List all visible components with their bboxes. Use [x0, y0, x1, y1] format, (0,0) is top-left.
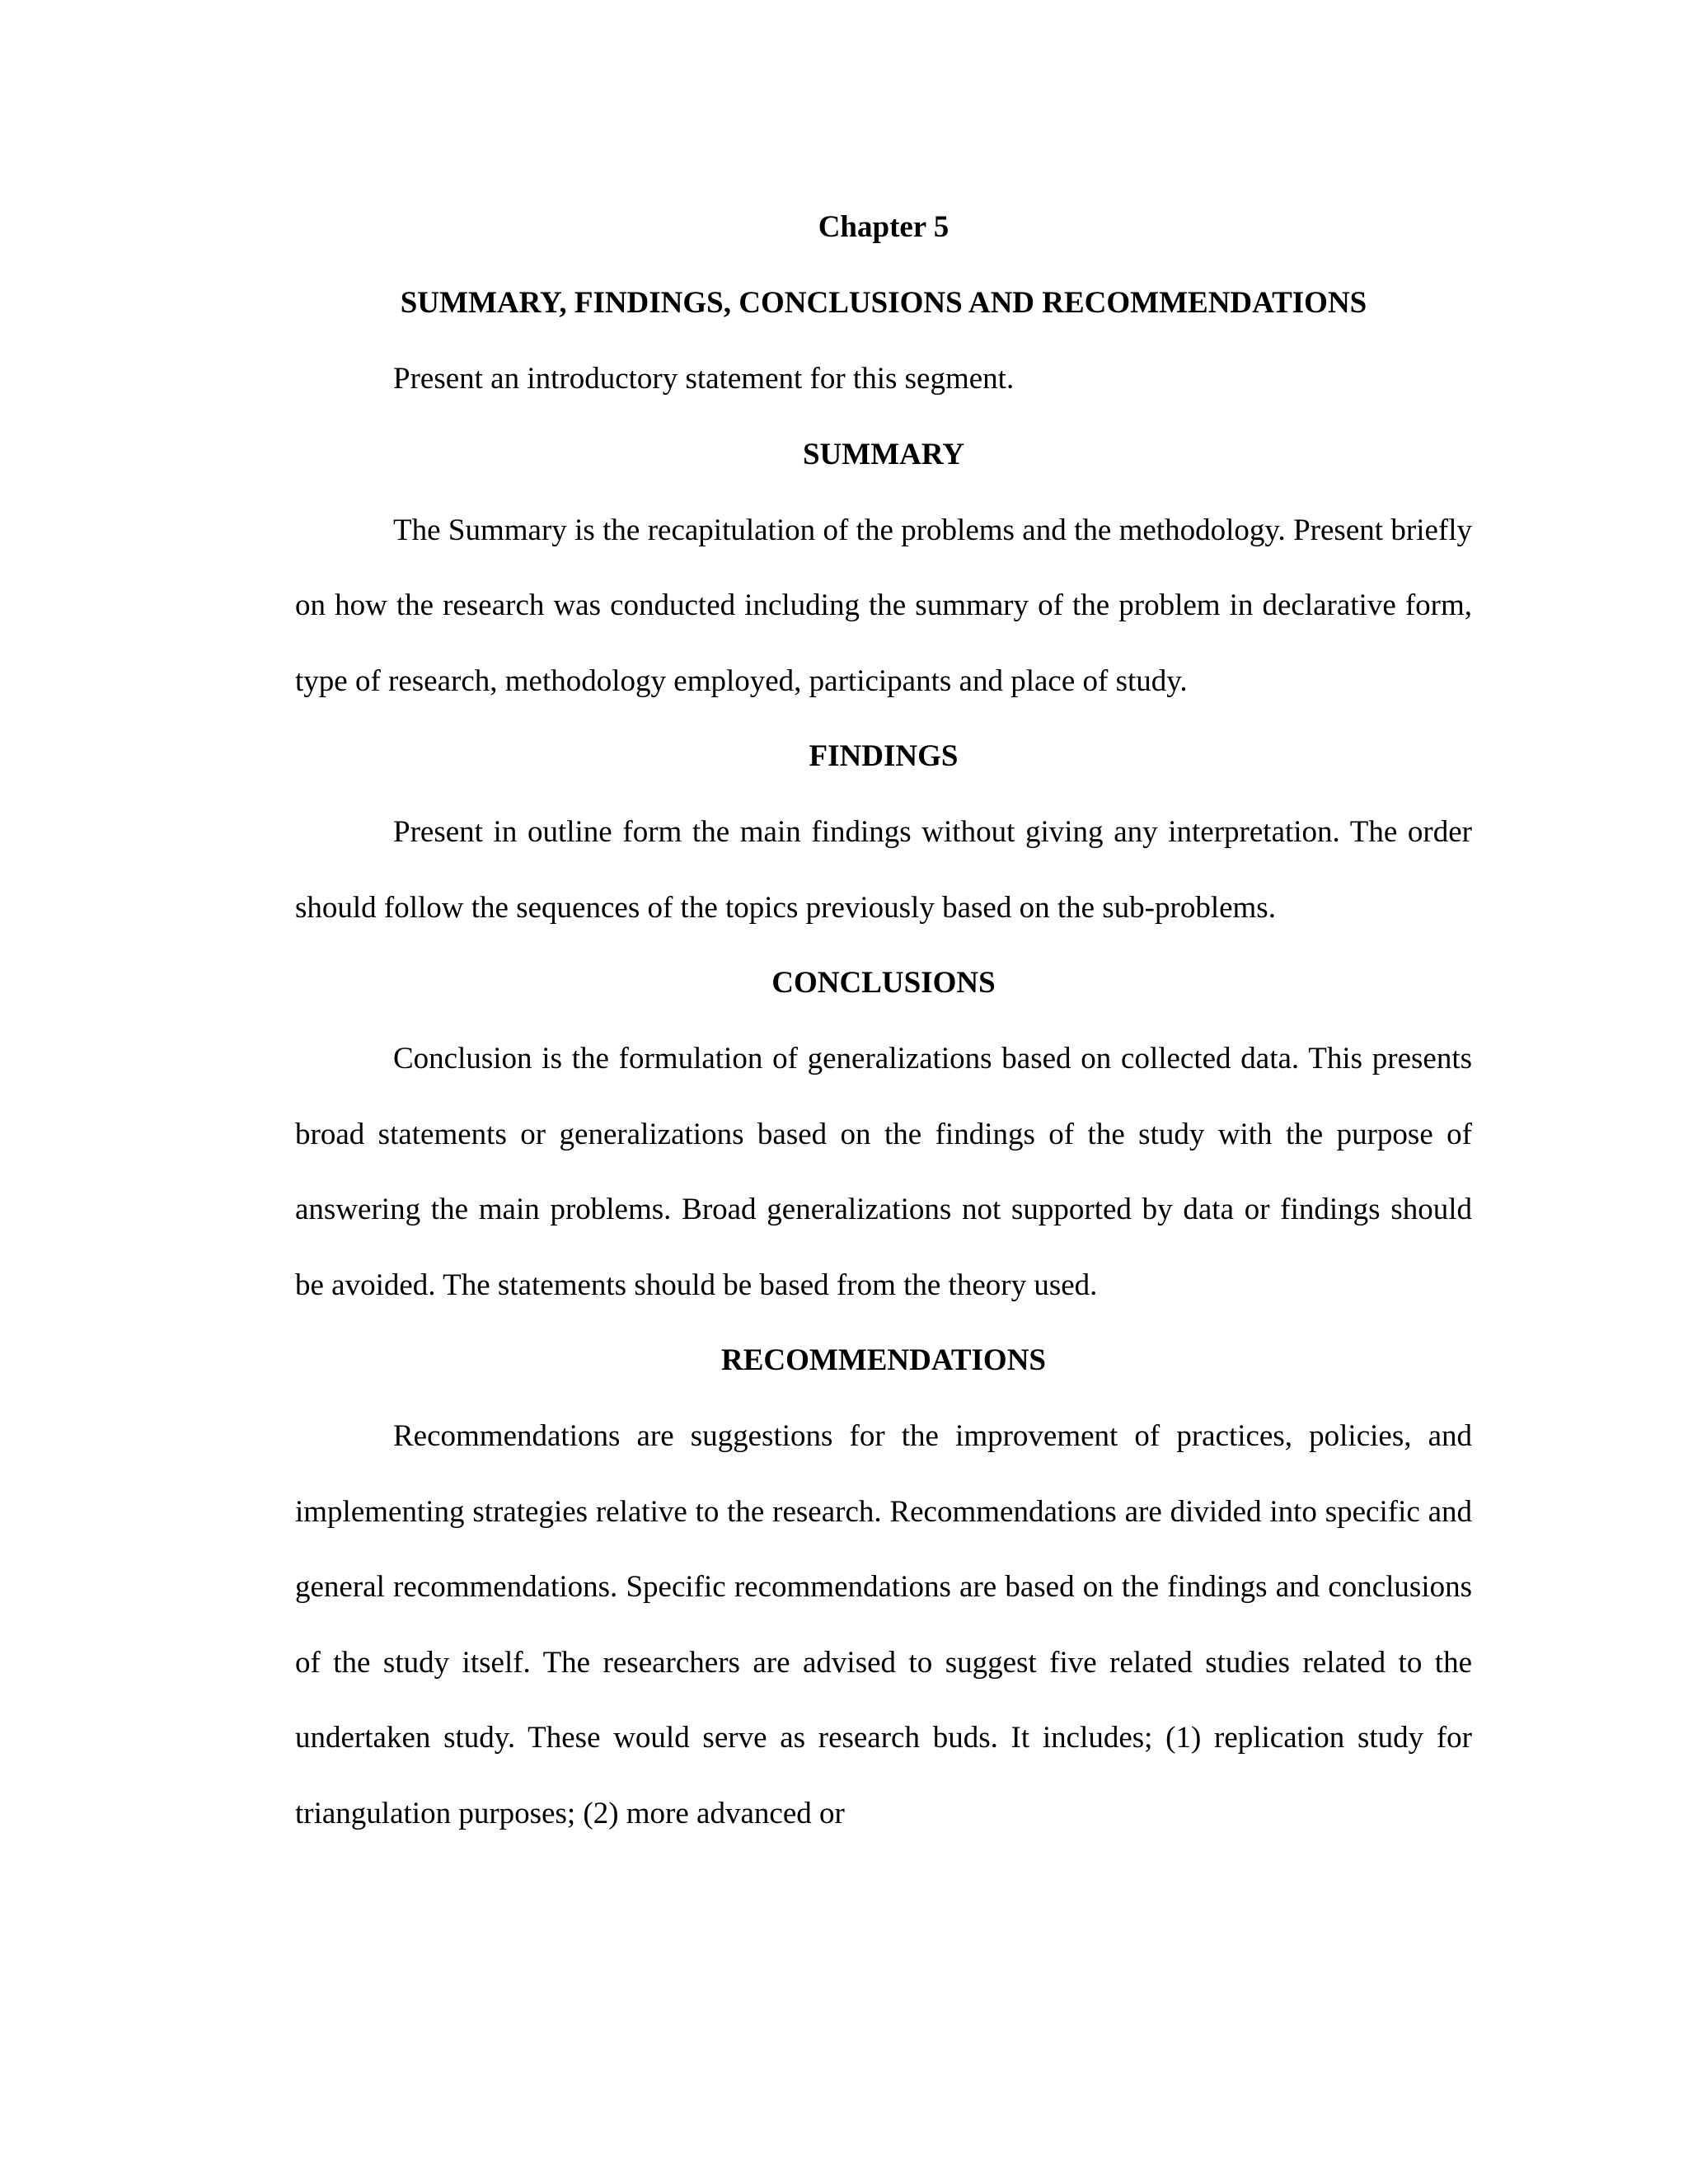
section-heading-recommendations: RECOMMENDATIONS [721, 1343, 1046, 1377]
section-paragraph-summary: The Summary is the recapitulation of the problems and the methodology. Present briefly on how the research was conducted including the summary of the problem in declarative form, type of research, methodology employed, participants and place of study. [295, 513, 1472, 698]
section-paragraph-conclusions: Conclusion is the formulation of generalizations based on collected data. This presents broad statements or generalizations based on the findings of the study with the purpose of answering the main problems. Broad generalizations not supported by data or findings should be avoided. The statements should be based from the theory used. [295, 1042, 1472, 1302]
chapter-title: Chapter 5 [818, 210, 950, 244]
page-content [295, 190, 1472, 1851]
intro-paragraph: Present an introductory statement for this segment. [393, 362, 1015, 396]
section-heading-findings: FINDINGS [809, 739, 959, 773]
section-paragraph-findings: Present in outline form the main findings without giving any interpretation. The order should follow the sequences of the topics previously based on the sub-problems. [295, 815, 1472, 925]
section-paragraph-recommendations: Recommendations are suggestions for the improvement of practices, policies, and implementing strategies relative to the research. Recommendations are divided into specific and general recommendations. Specific recommendations are based on the findings and conclusions of the study itself. The researchers are advised to suggest five related studies related to the undertaken study. These would serve as research buds. It includes; (1) replication study for triangulation purposes; (2) more advanced or [295, 1419, 1472, 1830]
section-heading-conclusions: CONCLUSIONS [771, 966, 996, 1000]
chapter-heading: SUMMARY, FINDINGS, CONCLUSIONS AND RECOMMENDATIONS [400, 286, 1367, 320]
section-heading-summary: SUMMARY [802, 437, 964, 471]
